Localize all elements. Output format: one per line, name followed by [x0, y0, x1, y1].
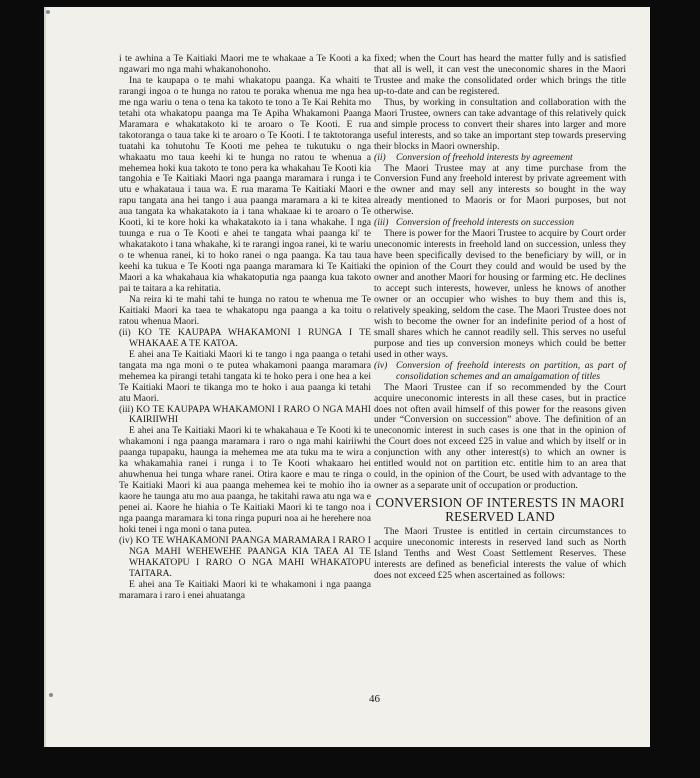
- paragraph: The Maori Trustee can if so recommended by the Court acquire uneconomic interests in all these cases, but in practice does not often avail himself of this power for the reasons given under “Conversion on succession” above. The definition of an uneconomic interest in such cases is one that in the opinion of the Court does not exceed £25 in value and which by itself or in conjunction with any other interest(s) to which an owner is entitled would not on partition etc. entitle him to an area that could, in the opinion of the Court, be used with advantage to the owner as a separate unit of occupation or production.: [374, 381, 626, 492]
- section-heading: CONVERSION OF INTERESTS IN MAORI RESERVED LAND: [375, 495, 625, 525]
- paragraph: There is power for the Maori Trustee to acquire by Court order uneconomic interests in freehold land on succession, unless they have been specifically devised to the beneficiary by will, or in the opinion of the Court they could and would be used by the owner and another Maori for housing or farming etc. He declines to accept such interests, however, unless he knows of another owner or an occupier who wishes to buy them and this is, relatively speaking, seldom the case. The Maori Trustee does not wish to become the owner for an indefinite period of a host of small shares which he cannot readily sell. This serves no useful purpose and ties up conversion moneys which could be better used in other ways.: [374, 228, 626, 360]
- subheading-number: (iv): [374, 359, 388, 371]
- right-column: [374, 54, 626, 582]
- paragraph: E ahei ana Te Kaitiaki Maori ki te whakahaua e Te Kooti ki te whakamoni i nga paanga maramara i raro o nga mahi kairiiwhi paanga tupapaku, haunga ia mehemea me ata tuku ma te wira a ka whakamahia ranei i runga i to Te Kooti whakaaro hei ahuwhenua hei tunga whare ranei. Otira kaore e mau te ringa o Te Kaitiaki Maori ki aua paanga mehemea kei te mohio iho ia kaore he taunga atu mo aua paanga, he takitahi rawa atu nga wa e penei ai. Kaore he hiahia o Te Kaitiaki Maori ki te tango noa i nga paanga maramara ki tona ringa pupuri noa ai he herehere noa hoki tenei i nga moni o tana putea.: [119, 425, 371, 535]
- subheading-number: (ii): [374, 151, 386, 163]
- scan-mark: [46, 10, 50, 14]
- paragraph: i te awhina a Te Kaitiaki Maori me te whakaae a Te Kooti a ka ngawari mo nga mahi whakanohonoho.: [119, 53, 371, 75]
- paragraph: The Maori Trustee may at any time purchase from the Conversion Fund any freehold interest by private agreement with the owner and may sell any interests so bought in the way already mentioned to Maoris or for Maori purposes, but not otherwise.: [374, 162, 626, 218]
- subheading-iv: [374, 361, 626, 383]
- section-heading-iii: [119, 405, 371, 427]
- subheading-title: Conversion of freehold interests by agreement: [396, 151, 573, 163]
- section-heading-iv: [119, 536, 371, 580]
- page-number: 46: [369, 693, 380, 705]
- subheading-ii: [374, 153, 626, 164]
- paragraph: E ahei ana Te Kaitiaki Maori ki te tango i nga paanga o tetahi tangata ma nga moni o te putea whakamoni paanga maramara mehemea ka pirangi tetahi tangata ki te hoko pera i one hea a kei Te Kaitiaki Maori te tikanga mo te hoko i aua paanga ki tetahi atu Maori.: [119, 348, 371, 404]
- section-number: (iii): [119, 403, 134, 415]
- scanned-page: [44, 7, 650, 747]
- scan-mark: [49, 693, 53, 697]
- page-edge: [44, 7, 46, 747]
- section-heading-ii: [119, 328, 371, 350]
- paragraph: Ina te kaupapa o te mahi whakatopu paanga. Ka whaiti te rarangi ingoa o te hunga no ratou te poraka whenua me nga hea me nga wariu o tena o tena ka takoto te tono a Te Kai Rehita mo tetahi ota whakatopu paanga ma Te Apiha Whakamoni Paanga Maramara e whakatakoto ki te aroaro o Te Kooti. E rua takotoranga o taua take ki te aroaro o Te Kooti. I te taktotoranga tuatahi ka tohutohu Te Kooti me pehea te tukutuku o nga whakaatu mo taua keehi ki te hunga no ratou te whenua a mehemea hoki kua takoto te tono pera ka whakahau Te Kooti kia tangohia e Te Kaitiaki Maori nga paanga maramara i runga i te utu e whakataua i taua wa. E rua marama Te Kaitiaki Maori e rapu tangata ana hei tango i aua paanga maramara a ki te kitea aua tangata ka whakatakoto ia i tana whakaae ki te aroaro o Te Kooti, ki te kore hoki ka whakatakoto ia i tana whakahe. I nga tuunga e rua o Te Kooti e ahei te tangata whai paanga ki' te whakatakoto i tana whakahe, ki te rarangi ingoa ranei, ki te wariu o te whenua ranei, ki to hoko ranei o nga paanga. Ka tau taua keehi ka tukua e Te Kooti nga paanga maramara ki Te Kaitiaki Maori a ka whakahaua kia whakatoputia nga paanga kua takoto pai te taitara a ka rehitatia.: [119, 74, 371, 295]
- section-title: KO TE KAUPAPA WHAKAMONI I RUNGA I TE WHAKAAE A TE KATOA.: [129, 326, 371, 349]
- section-number: (ii): [119, 326, 131, 338]
- paragraph: The Maori Trustee is entitled in certain circumstances to acquire uneconomic interests in reserved land such as North Island Tenths and West Coast Settlement Reserves. These interests are defined as beneficial interests the value of which does not exceed £25 when ascertained as follows:: [374, 526, 626, 581]
- section-title: KO TE WHAKAMONI PAANGA MARAMARA I RARO I NGA MAHI WEHEWEHE PAANGA KIA TAEA AI TE WHAKATOPU I RARO O NGA MAHI WHAKATOPU TAITARA.: [129, 534, 371, 579]
- section-number: (iv): [119, 534, 133, 546]
- subheading-title: Conversion of freehold interests on partition, as part of consolidation schemes and an amalgamation of titles: [396, 359, 626, 382]
- subheading-title: Conversion of freehold interests on succession: [396, 217, 575, 229]
- left-column: [119, 54, 371, 602]
- paragraph: Thus, by working in consultation and collaboration with the Maori Trustee, owners can take advantage of this relatively quick and simple process to convert their shares into larger and more useful interests, and so take an important step towards preserving their blocks in Maori ownership.: [374, 96, 626, 152]
- paragraph: fixed; when the Court has heard the matter fully and is satisfied that all is well, it can vest the uneconomic shares in the Maori Trustee and make the consolidated order which brings the title up-to-date and can be registered.: [374, 53, 626, 97]
- paragraph: E ahei ana Te Kaitiaki Maori ki te whakamoni i nga paanga maramara i raro i enei ahuatanga: [119, 578, 371, 601]
- section-title: KO TE KAUPAPA WHAKAMONI I RARO O NGA MAHI KAIRIIWHI: [129, 403, 371, 426]
- subheading-number: (iii): [374, 217, 389, 229]
- paragraph: Na reira ki te mahi tahi te hunga no ratou te whenua me Te Kaitiaki Maori ka taea te whakatopu nga paanga a ka toitu o ratou whenua Maori.: [119, 293, 371, 327]
